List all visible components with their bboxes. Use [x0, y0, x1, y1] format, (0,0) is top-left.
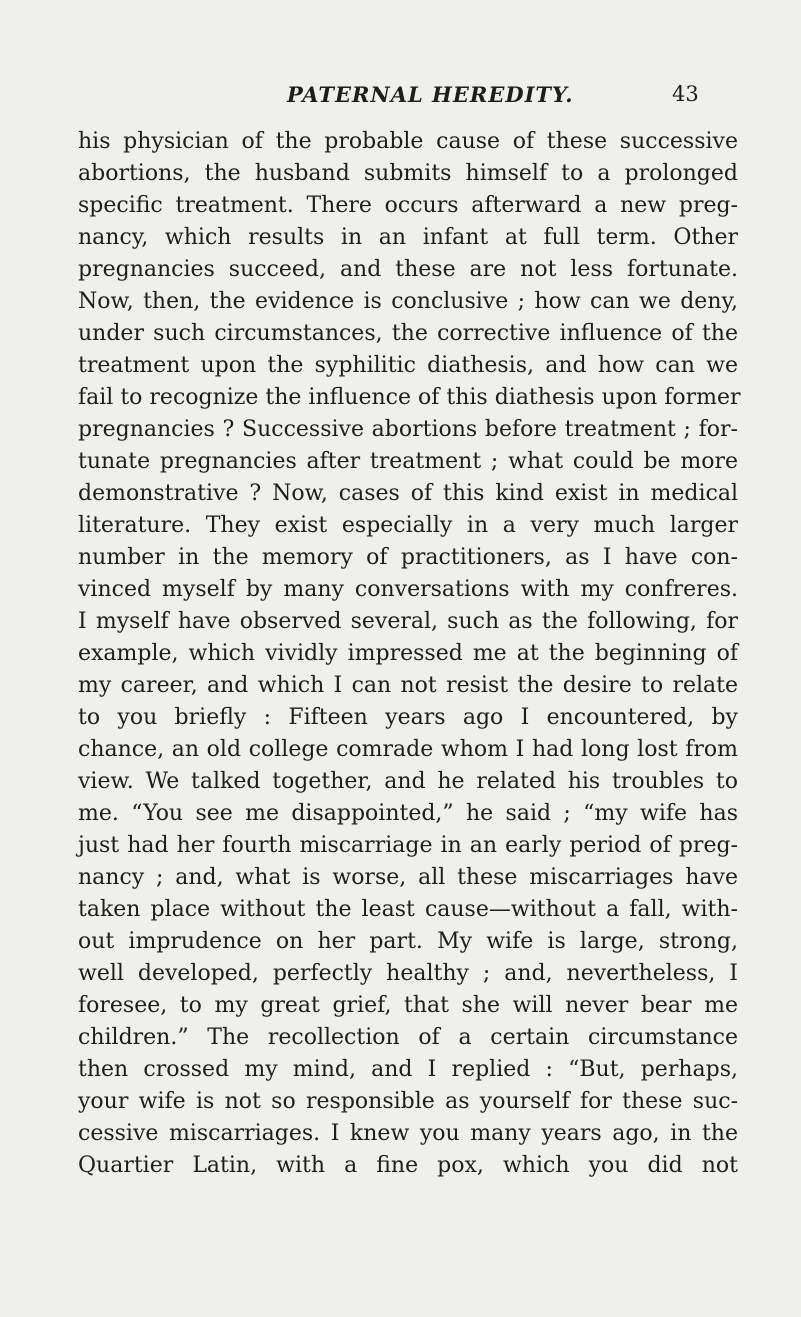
text-line: me. “You see me disappointed,” he said ; “my wife has — [78, 801, 738, 826]
text-line: then crossed my mind, and I replied : “But, perhaps, — [78, 1057, 738, 1082]
text-line: nancy ; and, what is worse, all these miscarriages have — [78, 865, 738, 890]
text-line: I myself have observed several, such as the following, for — [78, 609, 738, 634]
text-line: treatment upon the syphilitic diathesis, and how can we — [78, 353, 738, 378]
text-line: children.” The recollection of a certain circumstance — [78, 1025, 738, 1050]
text-line: pregnancies succeed, and these are not less fortunate. — [78, 257, 738, 282]
text-line: literature. They exist especially in a very much larger — [78, 513, 738, 538]
text-line: nancy, which results in an infant at full term. Other — [78, 225, 738, 250]
running-head-title: PATERNAL HEREDITY. — [287, 82, 574, 107]
text-line: demonstrative ? Now, cases of this kind exist in medical — [78, 481, 738, 506]
text-line: abortions, the husband submits himself to a prolonged — [78, 161, 738, 186]
text-line: taken place without the least cause—without a fall, with- — [78, 897, 738, 922]
page-number: 43 — [672, 82, 699, 106]
text-line: foresee, to my great grief, that she will never bear me — [78, 993, 738, 1018]
text-line: number in the memory of practitioners, as I have con- — [78, 545, 738, 570]
text-line: pregnancies ? Successive abortions before treatment ; for- — [78, 417, 738, 442]
text-line: to you briefly : Fifteen years ago I encountered, by — [78, 705, 738, 730]
text-line: cessive miscarriages. I knew you many years ago, in the — [78, 1121, 738, 1146]
text-line: vinced myself by many conversations with my confreres. — [78, 577, 738, 602]
text-line: Quartier Latin, with a fine pox, which you did not — [78, 1153, 738, 1178]
body-text — [78, 126, 741, 1182]
running-head — [0, 82, 801, 110]
text-line: his physician of the probable cause of these successive — [78, 129, 738, 154]
text-line: view. We talked together, and he related his troubles to — [78, 769, 738, 794]
text-line: your wife is not so responsible as yourself for these suc- — [78, 1089, 738, 1114]
text-line: fail to recognize the influence of this diathesis upon former — [78, 385, 741, 410]
text-line: example, which vividly impressed me at the beginning of — [78, 641, 738, 666]
text-line: chance, an old college comrade whom I had long lost from — [78, 737, 738, 762]
text-line: my career, and which I can not resist the desire to relate — [78, 673, 738, 698]
text-line: Now, then, the evidence is conclusive ; how can we deny, — [78, 289, 738, 314]
text-line: tunate pregnancies after treatment ; what could be more — [78, 449, 738, 474]
text-line: well developed, perfectly healthy ; and, nevertheless, I — [78, 961, 738, 986]
text-line: under such circumstances, the corrective influence of the — [78, 321, 738, 346]
text-line: just had her fourth miscarriage in an early period of preg- — [78, 833, 738, 858]
text-line: out imprudence on her part. My wife is large, strong, — [78, 929, 738, 954]
text-line: specific treatment. There occurs afterward a new preg- — [78, 193, 738, 218]
